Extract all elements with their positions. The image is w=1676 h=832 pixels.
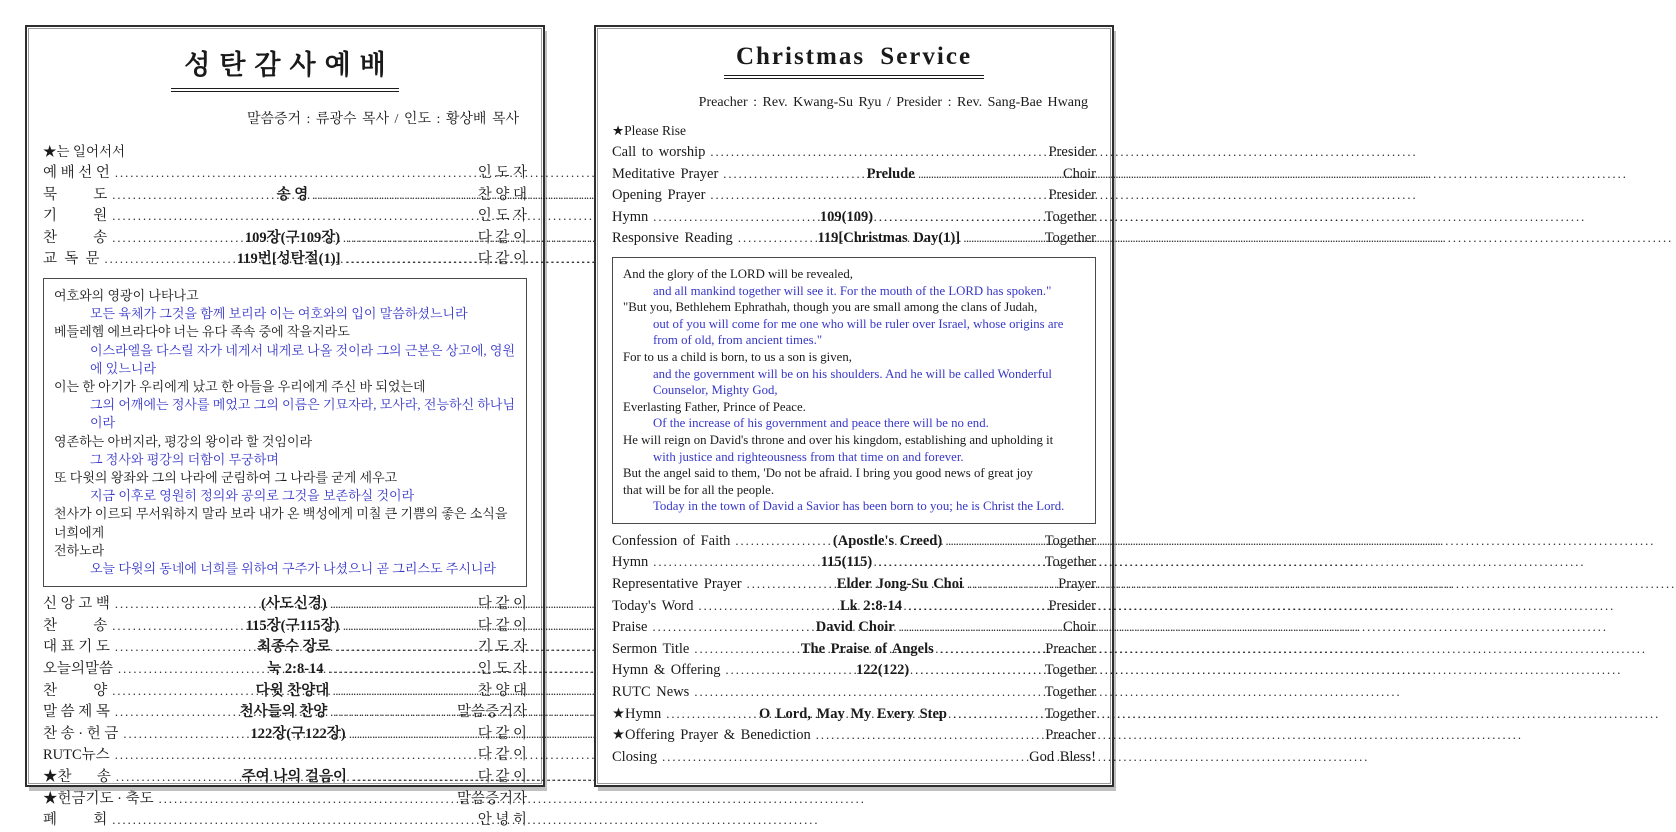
dotted-leader	[653, 552, 814, 574]
order-item-assignee: 말씀증거자	[456, 790, 527, 807]
order-item-label: ★Hymn	[612, 705, 662, 722]
dotted-leader	[115, 637, 251, 659]
order-item-assignee: 기 도 자	[477, 639, 528, 656]
dotted-leader	[333, 702, 452, 724]
title-row	[43, 43, 527, 92]
order-row	[43, 206, 527, 228]
order-item-assignee: Choir	[1062, 165, 1097, 182]
order-item-assignee: Together	[1044, 705, 1096, 722]
order-item-label: 찬 송	[43, 617, 108, 634]
order-item-assignee: 다 같 이	[477, 251, 528, 268]
order-item-label: Hymn	[612, 208, 649, 225]
dotted-leader	[115, 163, 473, 185]
dotted-leader	[112, 681, 249, 703]
dotted-leader	[346, 249, 472, 271]
order-item-value: 119[Christmas Day(1)]	[817, 230, 961, 247]
dotted-leader	[879, 207, 1040, 229]
order-row	[43, 724, 527, 746]
dotted-leader	[662, 747, 1024, 769]
order-row	[43, 702, 527, 724]
dotted-leader	[352, 724, 473, 746]
order-item-value: 115장(구115장)	[245, 617, 340, 634]
order-item-label: Representative Prayer	[612, 576, 742, 593]
scripture-line-call: 전하노라	[54, 542, 105, 558]
order-item-label: Praise	[612, 619, 648, 636]
order-row	[43, 810, 527, 832]
order-of-worship-bottom	[43, 594, 527, 832]
dotted-leader	[816, 725, 1041, 747]
scripture-line-response: Counselor, Mighty God,	[653, 383, 778, 398]
dotted-leader	[901, 617, 1058, 639]
order-item-label: 묵 도	[43, 186, 108, 203]
dotted-leader	[123, 724, 244, 746]
order-item-value: Lk 2:8-14	[839, 597, 903, 614]
dotted-leader	[337, 637, 473, 659]
scripture-line-call: "But you, Bethlehem Ephrathah, though you are small among the clans of Judah,	[623, 300, 1038, 315]
dotted-leader	[115, 594, 255, 616]
dotted-leader	[115, 745, 473, 767]
scripture-line-call: 베들레헴 에브라다야 너는 유다 족속 중에 작을지라도	[54, 324, 350, 340]
order-item-label: Hymn	[612, 554, 649, 571]
page-frame	[28, 28, 542, 829]
order-item-assignee: 말씀증거자	[456, 704, 527, 721]
scripture-line-call: Everlasting Father, Prince of Peace.	[623, 399, 806, 414]
dotted-leader	[878, 552, 1039, 574]
order-item-assignee: 인 도 자	[477, 661, 527, 677]
order-item-value: The Praise of Angels	[800, 640, 934, 657]
order-item-assignee: 다 같 이	[477, 596, 527, 613]
order-row	[43, 616, 527, 638]
order-item-assignee: Together	[1044, 684, 1096, 701]
scripture-line-response: and the government will be on his shoulders. And he will be called Wonderful	[653, 366, 1052, 381]
order-item-assignee: Together	[1044, 532, 1097, 549]
order-item-label: 찬 송 · 헌 금	[43, 725, 119, 742]
order-of-worship-bottom	[612, 531, 1096, 769]
order-row	[43, 249, 527, 271]
order-item-label: RUTC뉴스	[43, 747, 110, 764]
dotted-leader	[908, 596, 1043, 618]
order-item-value: 다윗 찬양대	[255, 682, 330, 699]
dotted-leader	[694, 682, 1039, 704]
preacher-presider-line: Preacher : Rev. Kwang-Su Ryu / Presider : Rev. Sang-Bae Hwang	[698, 95, 1088, 110]
scripture-line-call: And the glory of the LORD will be revealed,	[623, 266, 853, 281]
dotted-leader	[723, 164, 860, 186]
order-item-value: 115(115)	[820, 554, 873, 571]
dotted-leader	[652, 617, 809, 639]
dotted-leader	[699, 596, 834, 618]
order-item-label: Hymn & Offering	[612, 662, 721, 679]
dotted-leader	[105, 249, 231, 271]
dotted-leader	[346, 228, 473, 250]
order-item-value: (Apostle's Creed)	[832, 532, 943, 549]
order-item-value: 눅 2:8-14	[267, 661, 324, 677]
order-item-assignee: 안 녕 히	[477, 812, 527, 829]
order-item-assignee: Together	[1044, 208, 1096, 225]
dotted-leader	[335, 681, 472, 703]
dotted-leader	[330, 659, 473, 681]
order-item-label: 예 배 선 언	[43, 165, 110, 181]
order-row	[43, 789, 527, 811]
order-item-label: ★Offering Prayer & Benediction	[612, 727, 811, 744]
responsive-reading-box	[43, 278, 527, 587]
order-row	[612, 531, 1096, 553]
dotted-leader	[738, 228, 812, 250]
order-item-value: 주여 나의 걸음이	[241, 768, 347, 785]
scripture-line-response: 그의 어깨에는 정사를 메었고 그의 이름은 기묘자라, 모사라, 전능하신 하나님이라	[90, 397, 516, 431]
dotted-leader	[725, 660, 850, 682]
scripture-line-call: For to us a child is born, to us a son is given,	[623, 349, 852, 364]
order-item-label: ★헌금기도 · 축도	[43, 790, 154, 807]
order-item-assignee: Presider	[1048, 187, 1096, 204]
order-item-label: RUTC News	[612, 684, 690, 701]
dotted-leader	[112, 810, 472, 832]
order-item-assignee: 다 같 이	[477, 747, 527, 764]
order-item-value: Prelude	[866, 165, 915, 182]
dotted-leader	[112, 616, 239, 638]
dotted-leader	[653, 207, 814, 229]
please-rise-note: ★는 일어서서	[43, 144, 126, 159]
dotted-leader	[314, 185, 472, 207]
scripture-line-response: 그 정사와 평강의 더함이 무궁하며	[90, 451, 279, 467]
order-item-label: Today's Word	[612, 597, 694, 614]
dotted-leader	[948, 531, 1040, 553]
order-item-assignee: Presider	[1048, 144, 1096, 160]
dotted-leader	[112, 228, 239, 250]
order-item-label: Closing	[612, 748, 658, 765]
order-item-value: (사도신경)	[260, 596, 327, 613]
scripture-line-call: 이는 한 아기가 우리에게 났고 한 아들을 우리에게 주신 바 되었는데	[54, 378, 426, 394]
dotted-leader	[115, 702, 234, 724]
dotted-leader	[159, 789, 452, 811]
order-item-assignee: Together	[1044, 554, 1097, 571]
order-row	[612, 704, 1096, 726]
order-item-value: O Lord, May My Every Step	[758, 705, 947, 722]
order-row	[43, 163, 527, 185]
order-item-value: David Choir	[815, 619, 895, 636]
order-row	[612, 617, 1096, 639]
dotted-leader	[953, 704, 1040, 726]
dotted-leader	[112, 185, 270, 207]
order-row	[612, 747, 1096, 769]
order-row	[43, 659, 527, 681]
scripture-line-call: that will be for all the people.	[623, 482, 775, 497]
order-row	[612, 639, 1096, 661]
page-frame	[597, 28, 1111, 784]
dotted-leader	[116, 767, 236, 789]
order-item-assignee: Choir	[1062, 619, 1097, 636]
dotted-leader	[969, 574, 1053, 596]
order-item-assignee: God Bless!	[1029, 748, 1096, 765]
order-item-assignee: Together	[1044, 230, 1097, 247]
scripture-line-response: with justice and righteousness from that time on and forever.	[653, 449, 964, 464]
order-item-label: 말 씀 제 목	[43, 704, 110, 721]
order-row	[43, 185, 527, 207]
order-row	[612, 725, 1096, 747]
dotted-leader	[747, 574, 831, 596]
title-row	[612, 43, 1096, 79]
order-item-value: 송 영	[276, 186, 309, 203]
dotted-leader	[118, 659, 261, 681]
order-item-label: Responsive Reading	[612, 230, 733, 247]
order-of-worship-top	[43, 163, 527, 271]
dotted-leader	[940, 639, 1041, 661]
dotted-leader	[710, 185, 1043, 207]
order-item-label: 폐 회	[43, 812, 108, 829]
scripture-line-response: Of the increase of his government and peace there will be no end.	[653, 416, 989, 431]
order-row	[43, 767, 527, 789]
page-title-english: Christmas Service	[724, 43, 984, 79]
order-item-assignee: 다 같 이	[477, 617, 527, 634]
order-row	[612, 574, 1096, 596]
order-item-value: 122(122)	[855, 662, 910, 679]
scripture-line-response: from of old, from ancient times."	[653, 333, 823, 348]
order-item-label: Opening Prayer	[612, 187, 706, 204]
order-item-value: 109장(구109장)	[244, 229, 341, 246]
order-item-assignee: Presider	[1048, 597, 1096, 614]
order-item-label: Confession of Faith	[612, 532, 731, 549]
order-item-label: 찬 송	[43, 229, 108, 246]
dotted-leader	[666, 704, 753, 726]
order-item-assignee: 인 도 자	[477, 208, 527, 225]
order-row	[612, 164, 1096, 186]
bulletin-page-english	[594, 25, 1114, 787]
order-row	[612, 552, 1096, 574]
order-item-label: 찬 양	[43, 682, 108, 699]
order-item-label: 오늘의말씀	[43, 661, 114, 677]
order-item-label: 대 표 기 도	[43, 639, 110, 656]
page-title-korean: 성탄감사예배	[171, 43, 399, 92]
order-item-label: Sermon Title	[612, 640, 690, 657]
scripture-line-response: 이스라엘을 다스릴 자가 네게서 내게로 나올 것이라 그의 근본은 상고에, 영원에 있느니라	[90, 342, 516, 376]
order-item-assignee: 다 같 이	[477, 725, 528, 742]
scripture-line-response: out of you will come for me one who will be ruler over Israel, whose origins are	[653, 316, 1064, 331]
scripture-line-call: 영존하는 아버지라, 평강의 왕이라 할 것임이라	[54, 433, 313, 449]
dotted-leader	[353, 767, 473, 789]
scripture-line-response: and all mankind together will see it. For the mouth of the LORD has spoken."	[653, 283, 1052, 298]
dotted-leader	[112, 206, 472, 228]
scripture-line-call: 여호와의 영광이 나타나고	[54, 287, 199, 303]
order-item-value: 119번[성탄절(1)]	[236, 251, 341, 268]
order-item-assignee: Together	[1044, 662, 1097, 679]
preacher-presider-line: 말씀증거 : 류광수 목사 / 인도 : 황상배 목사	[246, 112, 519, 127]
dotted-leader	[921, 164, 1058, 186]
order-item-value: Elder Jong-Su Choi	[836, 576, 964, 593]
dotted-leader	[333, 594, 473, 616]
order-item-assignee: 다 같 이	[477, 768, 528, 785]
responsive-reading-box	[612, 257, 1096, 524]
dotted-leader	[694, 639, 795, 661]
scripture-line-response: 오늘 다윗의 동네에 너희를 위하여 구주가 나셨으니 곧 그리스도 주시니라	[90, 561, 496, 577]
order-item-value: 천사들의 찬양	[239, 704, 328, 721]
order-row	[43, 228, 527, 250]
order-row	[612, 142, 1096, 164]
order-row	[43, 745, 527, 767]
order-item-label: Call to worship	[612, 144, 706, 160]
order-item-assignee: 다 같 이	[477, 229, 528, 246]
order-row	[612, 660, 1096, 682]
scripture-line-response: Today in the town of David a Savior has been born to you; he is Christ the Lord.	[653, 499, 1065, 514]
order-row	[43, 637, 527, 659]
dotted-leader	[710, 142, 1043, 164]
order-row	[612, 207, 1096, 229]
dotted-leader	[735, 531, 827, 553]
order-item-label: ★찬 송	[43, 768, 111, 785]
order-row	[612, 682, 1096, 704]
order-item-label: Meditative Prayer	[612, 165, 719, 182]
order-item-label: 교 독 문	[43, 251, 100, 268]
order-row	[43, 681, 527, 703]
order-item-assignee: 찬 양 대	[477, 186, 527, 203]
dotted-leader	[915, 660, 1040, 682]
scripture-line-call: 또 다윗의 왕좌와 그의 나라에 군림하여 그 나라를 굳게 세우고	[54, 470, 398, 485]
dotted-leader	[345, 616, 472, 638]
order-row	[43, 594, 527, 616]
scripture-line-call: 천사가 이르되 무서워하지 말라 보라 내가 온 백성에게 미칠 큰 기쁨의 좋은 소식을 너희에게	[54, 506, 511, 540]
order-row	[612, 596, 1096, 618]
order-item-value: 109(109)	[819, 208, 874, 225]
order-item-assignee: 찬 양 대	[477, 682, 527, 699]
order-row	[612, 228, 1096, 250]
dotted-leader	[966, 228, 1040, 250]
order-item-assignee: Preacher	[1045, 727, 1096, 744]
scripture-line-response: 모든 육체가 그것을 함께 보리라 이는 여호와의 입이 말씀하셨느니라	[90, 306, 468, 322]
order-item-value: 최종수 장로	[256, 639, 331, 656]
order-item-assignee: Prayer	[1058, 576, 1097, 593]
scripture-line-response: 지금 이후로 영원히 정의와 공의로 그것을 보존하실 것이라	[90, 488, 415, 504]
order-row	[612, 185, 1096, 207]
scripture-line-call: But the angel said to them, 'Do not be afraid. I bring you good news of great joy	[623, 466, 1033, 481]
order-of-worship-top	[612, 142, 1096, 250]
bulletin-page-korean	[25, 25, 545, 829]
order-item-assignee: 인 도 자	[477, 165, 527, 181]
order-item-value: 122장(구122장)	[250, 725, 346, 742]
order-item-assignee: Preacher	[1045, 640, 1096, 657]
please-rise-note: ★Please Rise	[612, 123, 686, 138]
order-item-label: 기 원	[43, 208, 108, 225]
scripture-line-call: He will reign on David's throne and over his kingdom, establishing and upholding it	[623, 432, 1054, 447]
order-item-label: 신 앙 고 백	[43, 596, 110, 613]
